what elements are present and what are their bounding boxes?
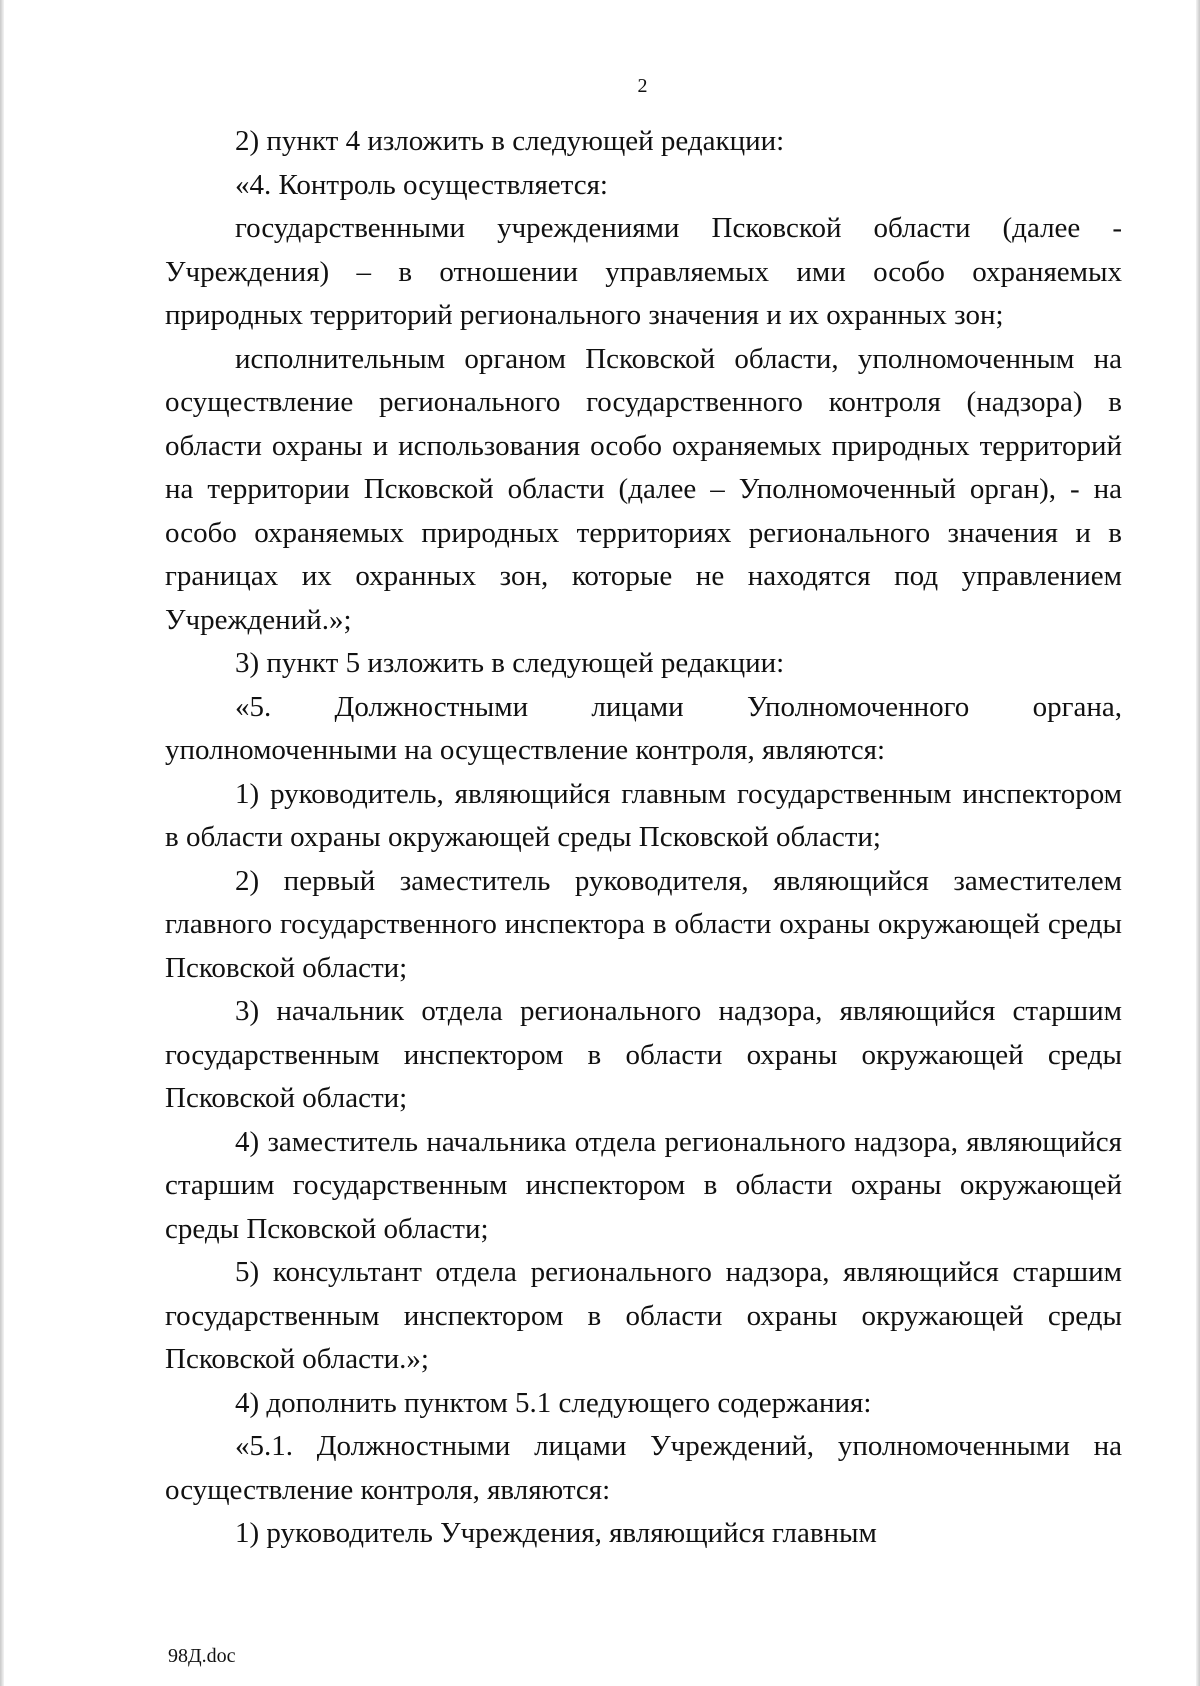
paragraph-clause-5-1-heading: «5.1. Должностными лицами Учреждений, уполномоченными на осуществление контроля, являются: xyxy=(165,1430,1122,1506)
scan-edge-right xyxy=(1196,0,1200,1686)
paragraph-item-4-intro: 4) дополнить пунктом 5.1 следующего содержания: xyxy=(235,1386,872,1419)
paragraph-item-2-intro: 2) пункт 4 изложить в следующей редакции: xyxy=(235,125,785,157)
file-name-footer: 98Д.doc xyxy=(168,1645,236,1667)
paragraph-clause-5-item-5: 5) консультант отдела регионального надзора, являющийся старшим государственным инспектором в области охраны окружающей среды Псковской области.»; xyxy=(165,1256,1122,1375)
paragraph-clause-5-item-4: 4) заместитель начальника отдела регионального надзора, являющийся старшим государственным инспектором в области охраны окружающей среды Псковской области; xyxy=(165,1125,1122,1245)
paragraph-clause-4-authority: исполнительным органом Псковской области, уполномоченным на осуществление регионального государственного контроля (надзора) в области охраны и использования особо охраняемых природных территорий на территории Псковской области (далее – Уполномоченный орган), - на особо охраняемых природных территориях регионального значения и в границах их охранных зон, которые не находятся под управлением Учреждений.»; xyxy=(165,342,1122,636)
paragraph-item-3-intro: 3) пункт 5 изложить в следующей редакции: xyxy=(235,647,785,679)
paragraph-clause-5-item-3: 3) начальник отдела регионального надзора, являющийся старшим государственным инспектором в области охраны окружающей среды Псковской области; xyxy=(165,995,1122,1114)
paragraph-clause-5-item-2: 2) первый заместитель руководителя, являющийся заместителем главного государственного инспектора в области охраны окружающей среды Псковской области; xyxy=(165,864,1122,984)
paragraph-clause-5-item-1: 1) руководитель, являющийся главным государственным инспектором в области охраны окружающей среды Псковской области; xyxy=(165,777,1122,853)
paragraph-clause-5-heading: «5. Должностными лицами Уполномоченного органа, уполномоченными на осуществление контроля, являются: xyxy=(165,690,1122,766)
paragraph-clause-4-heading: «4. Контроль осуществляется: xyxy=(235,168,608,201)
document-body xyxy=(165,120,1122,1556)
paragraph-clause-5-1-item-1: 1) руководитель Учреждения, являющийся главным xyxy=(235,1517,877,1549)
paragraph-clause-4-institutions: государственными учреждениями Псковской области (далее - Учреждения) – в отношении управляемых ими особо охраняемых природных территорий регионального значения и их охранных зон; xyxy=(165,212,1122,331)
scan-edge-left xyxy=(0,0,4,1686)
page-number: 2 xyxy=(637,75,648,97)
